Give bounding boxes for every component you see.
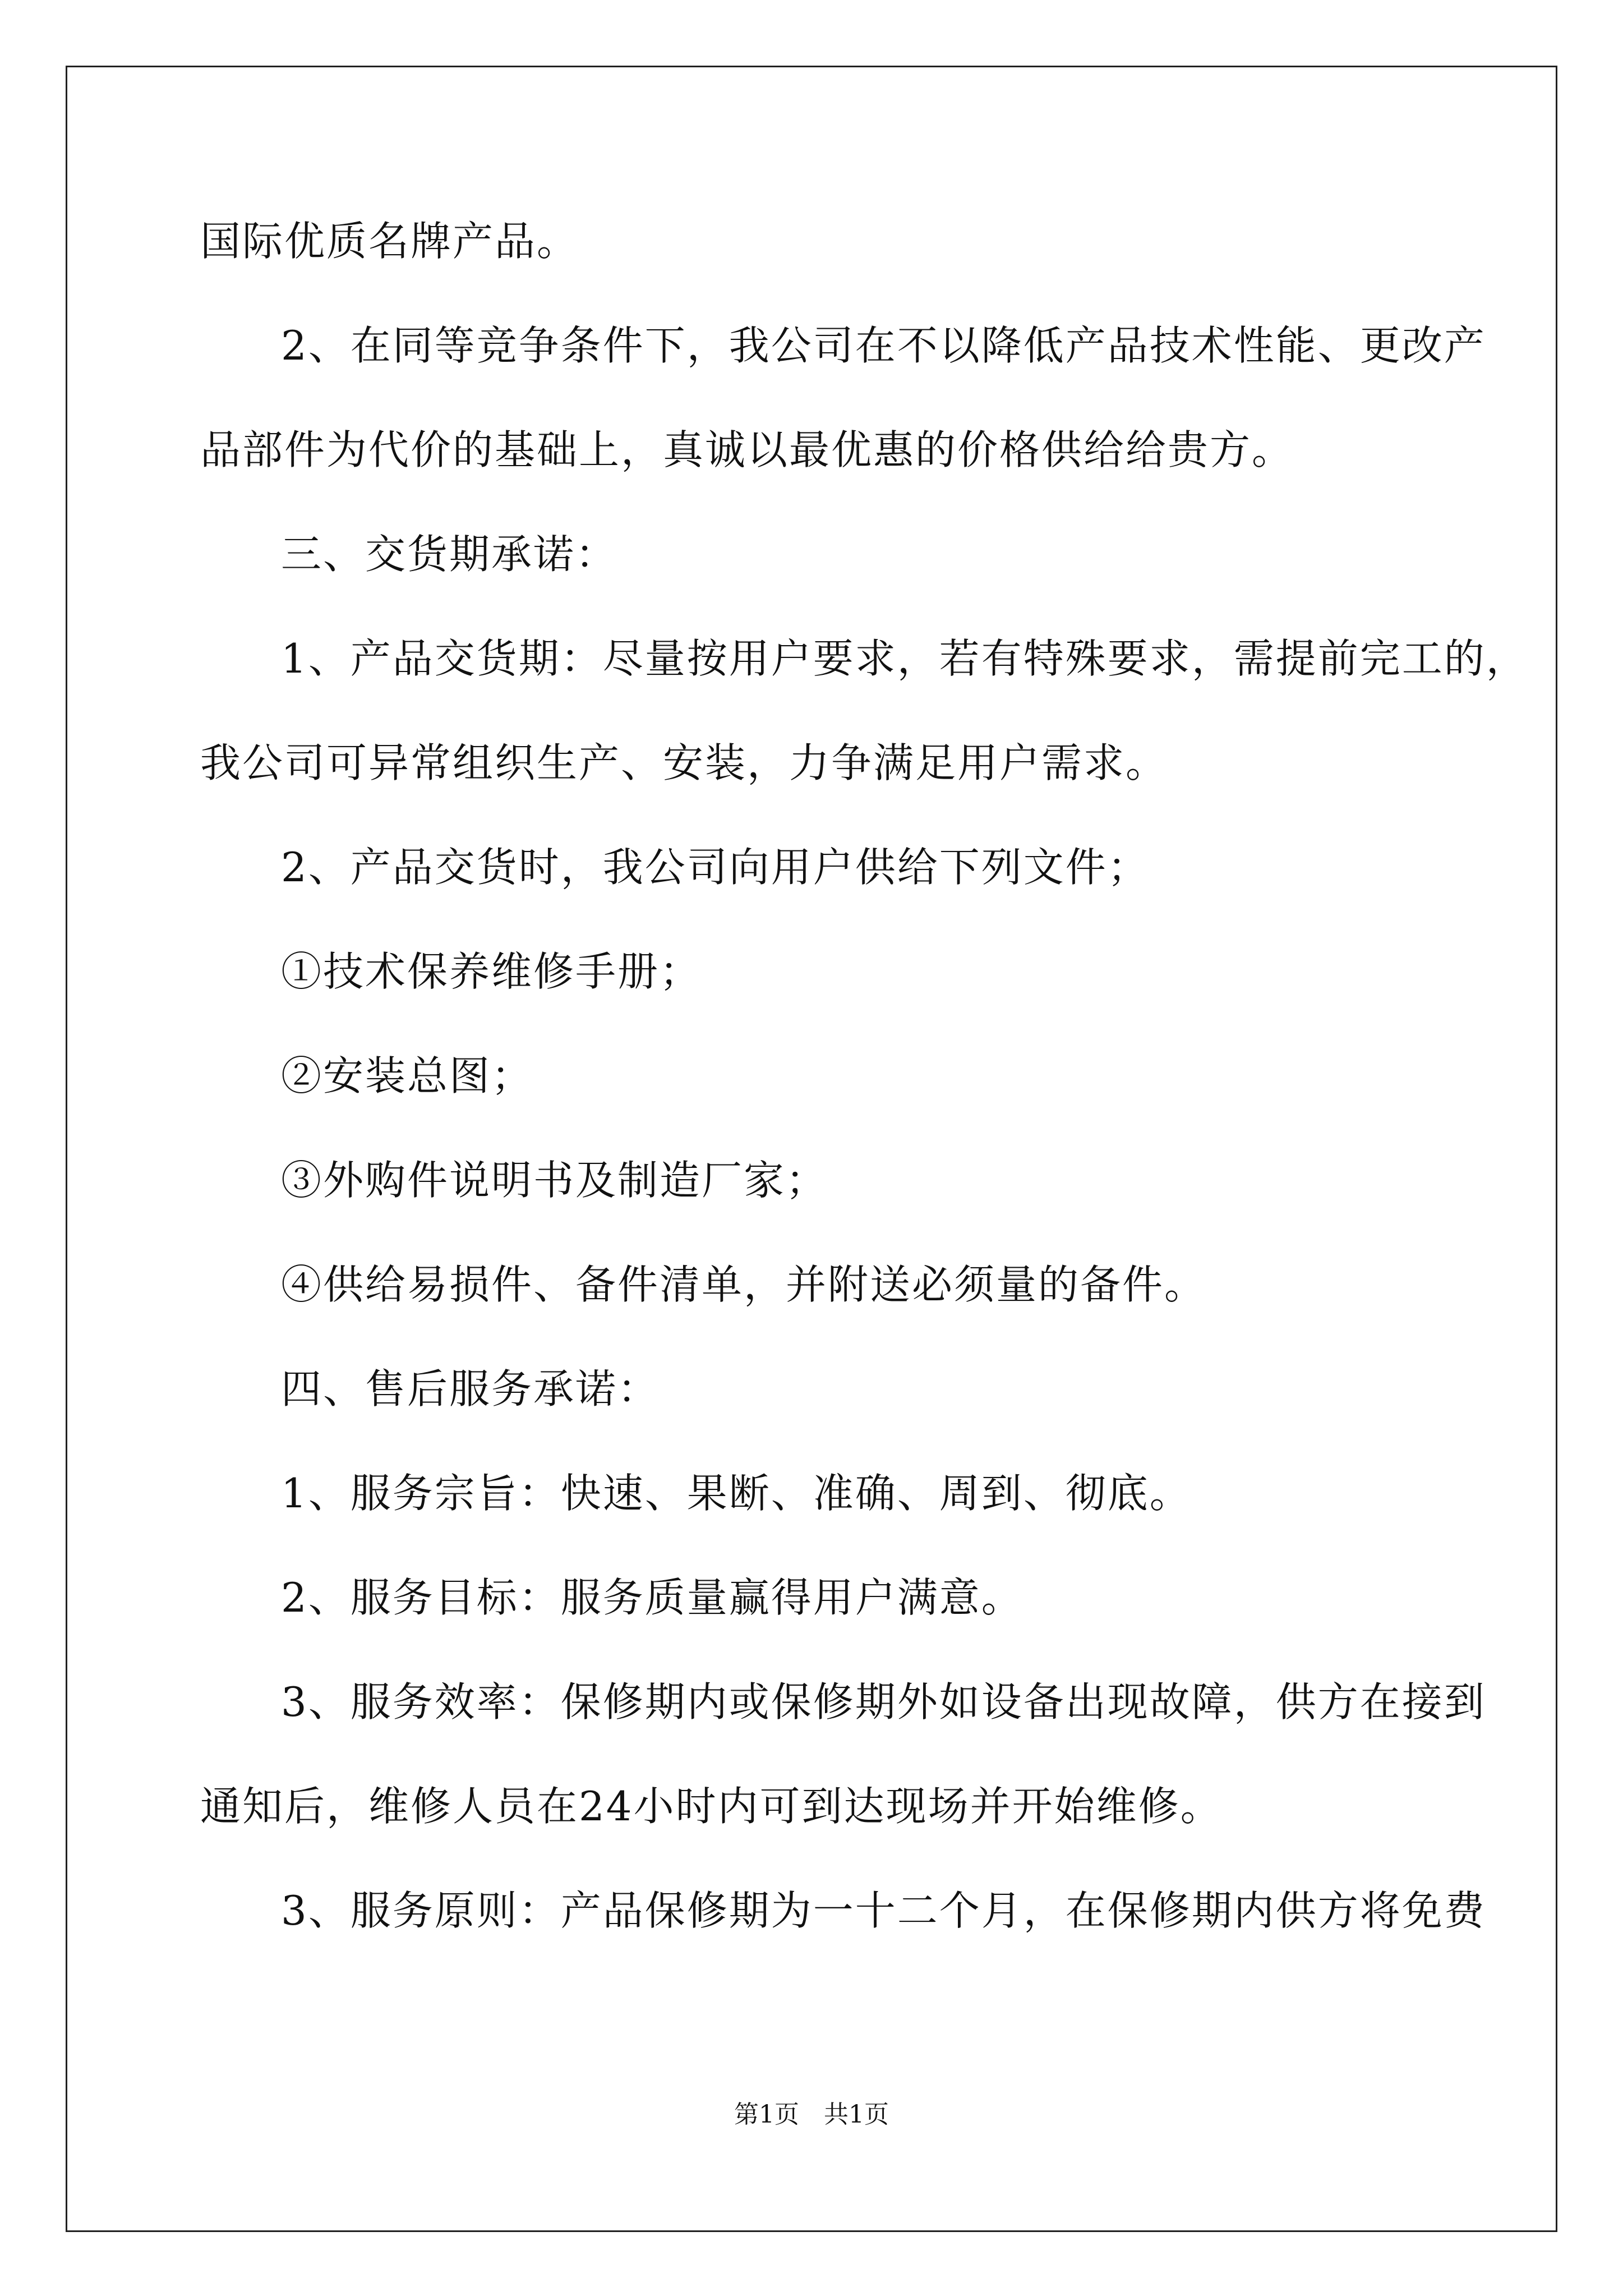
text-line-1: 国际优质名牌产品。 (200, 218, 579, 265)
text-line-5: 1、产品交货期：尽量按用户要求，若有特殊要求，需提前完工的， (281, 635, 1528, 682)
section-heading-service: 四、售后服务承诺： (281, 1365, 660, 1412)
text-line-3: 品部件为代价的基础上，真诚以最优惠的价格供给给贵方。 (200, 426, 1294, 473)
text-line-14: 2、服务目标：服务质量赢得用户满意。 (281, 1574, 1023, 1621)
page-footer: 第1页 共1页 (734, 2100, 889, 2129)
text-line-15: 3、服务效率：保修期内或保修期外如设备出现故障，供方在接到 (281, 1678, 1486, 1726)
text-line-13: 1、服务宗旨：快速、果断、准确、周到、彻底。 (281, 1470, 1192, 1517)
list-item-2: ②安装总图； (281, 1052, 534, 1099)
text-line-7: 2、产品交货时，我公司向用户供给下列文件； (281, 844, 1150, 891)
text-line-16: 通知后，维修人员在24小时内可到达现场并开始维修。 (200, 1783, 1223, 1830)
text-line-6: 我公司可异常组织生产、安装，力争满足用户需求。 (200, 739, 1168, 786)
section-heading-delivery: 三、交货期承诺： (281, 531, 618, 578)
list-item-4: ④供给易损件、备件清单，并附送必须量的备件。 (281, 1261, 1207, 1308)
list-item-1: ①技术保养维修手册； (281, 948, 702, 995)
text-line-17: 3、服务原则：产品保修期为一十二个月，在保修期内供方将免费 (281, 1887, 1486, 1934)
text-line-2: 2、在同等竞争条件下，我公司在不以降低产品技术性能、更改产 (281, 322, 1486, 369)
list-item-3: ③外购件说明书及制造厂家； (281, 1157, 828, 1204)
